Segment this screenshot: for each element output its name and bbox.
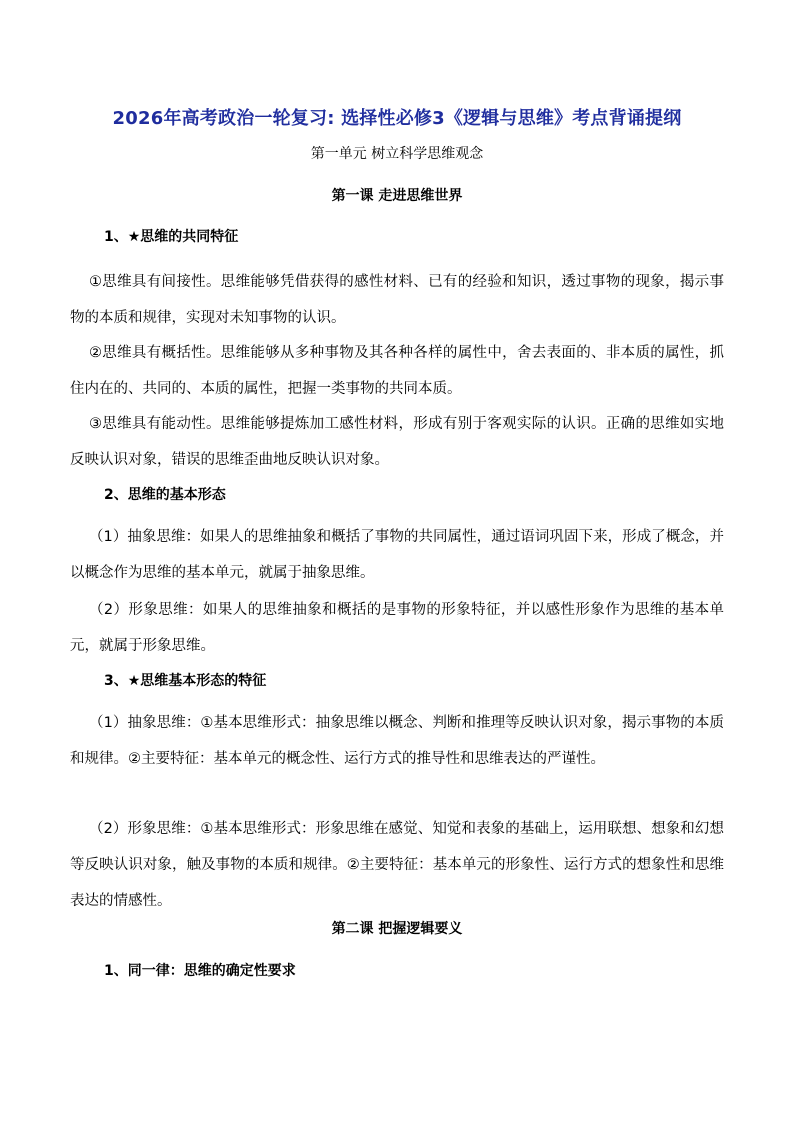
lesson-1-section-2-heading: 2、思维的基本形态 bbox=[104, 487, 226, 503]
lesson-1-section-1-paragraph-1: ①思维具有间接性。思维能够凭借获得的感性材料、已有的经验和知识，透过事物的现象，揭示事物的本质和规律，实现对未知事物的认识。 bbox=[70, 274, 724, 326]
lesson-1-section-2-paragraph-2: （2）形象思维：如果人的思维抽象和概括的是事物的形象特征，并以感性形象作为思维的基本单元，就属于形象思维。 bbox=[70, 602, 724, 654]
lesson-2-section-1-heading: 1、同一律：思维的确定性要求 bbox=[104, 963, 296, 979]
document-title: 2026年高考政治一轮复习: 选择性必修3《逻辑与思维》考点背诵提纲 bbox=[112, 108, 682, 129]
lesson-1-section-2-paragraph-1: （1）抽象思维：如果人的思维抽象和概括了事物的共同属性，通过语词巩固下来，形成了概念，并以概念作为思维的基本单元，就属于抽象思维。 bbox=[70, 529, 724, 581]
lesson-1-section-1-paragraph-3: ③思维具有能动性。思维能够提炼加工感性材料，形成有别于客观实际的认识。正确的思维如实地反映认识对象，错误的思维歪曲地反映认识对象。 bbox=[70, 416, 724, 468]
lesson-1-section-1-paragraph-2: ②思维具有概括性。思维能够从多种事物及其各种各样的属性中，舍去表面的、非本质的属性，抓住内在的、共同的、本质的属性，把握一类事物的共同本质。 bbox=[70, 345, 724, 397]
lesson-1-section-3-paragraph-2: （2）形象思维：①基本思维形式：形象思维在感觉、知觉和表象的基础上，运用联想、想象和幻想等反映认识对象，触及事物的本质和规律。②主要特征：基本单元的形象性、运行方式的想象性和思维表达的情感性。 bbox=[70, 821, 724, 909]
lesson-1-section-1-heading: 1、★思维的共同特征 bbox=[104, 229, 239, 245]
lesson-2-title: 第二课 把握逻辑要义 bbox=[331, 921, 463, 937]
unit-title: 第一单元 树立科学思维观念 bbox=[310, 146, 484, 162]
lesson-1-section-3-heading: 3、★思维基本形态的特征 bbox=[104, 673, 267, 689]
lesson-1-section-3-paragraph-1: （1）抽象思维：①基本思维形式：抽象思维以概念、判断和推理等反映认识对象，揭示事物的本质和规律。②主要特征：基本单元的概念性、运行方式的推导性和思维表达的严谨性。 bbox=[70, 715, 724, 767]
lesson-1-title: 第一课 走进思维世界 bbox=[331, 188, 463, 204]
